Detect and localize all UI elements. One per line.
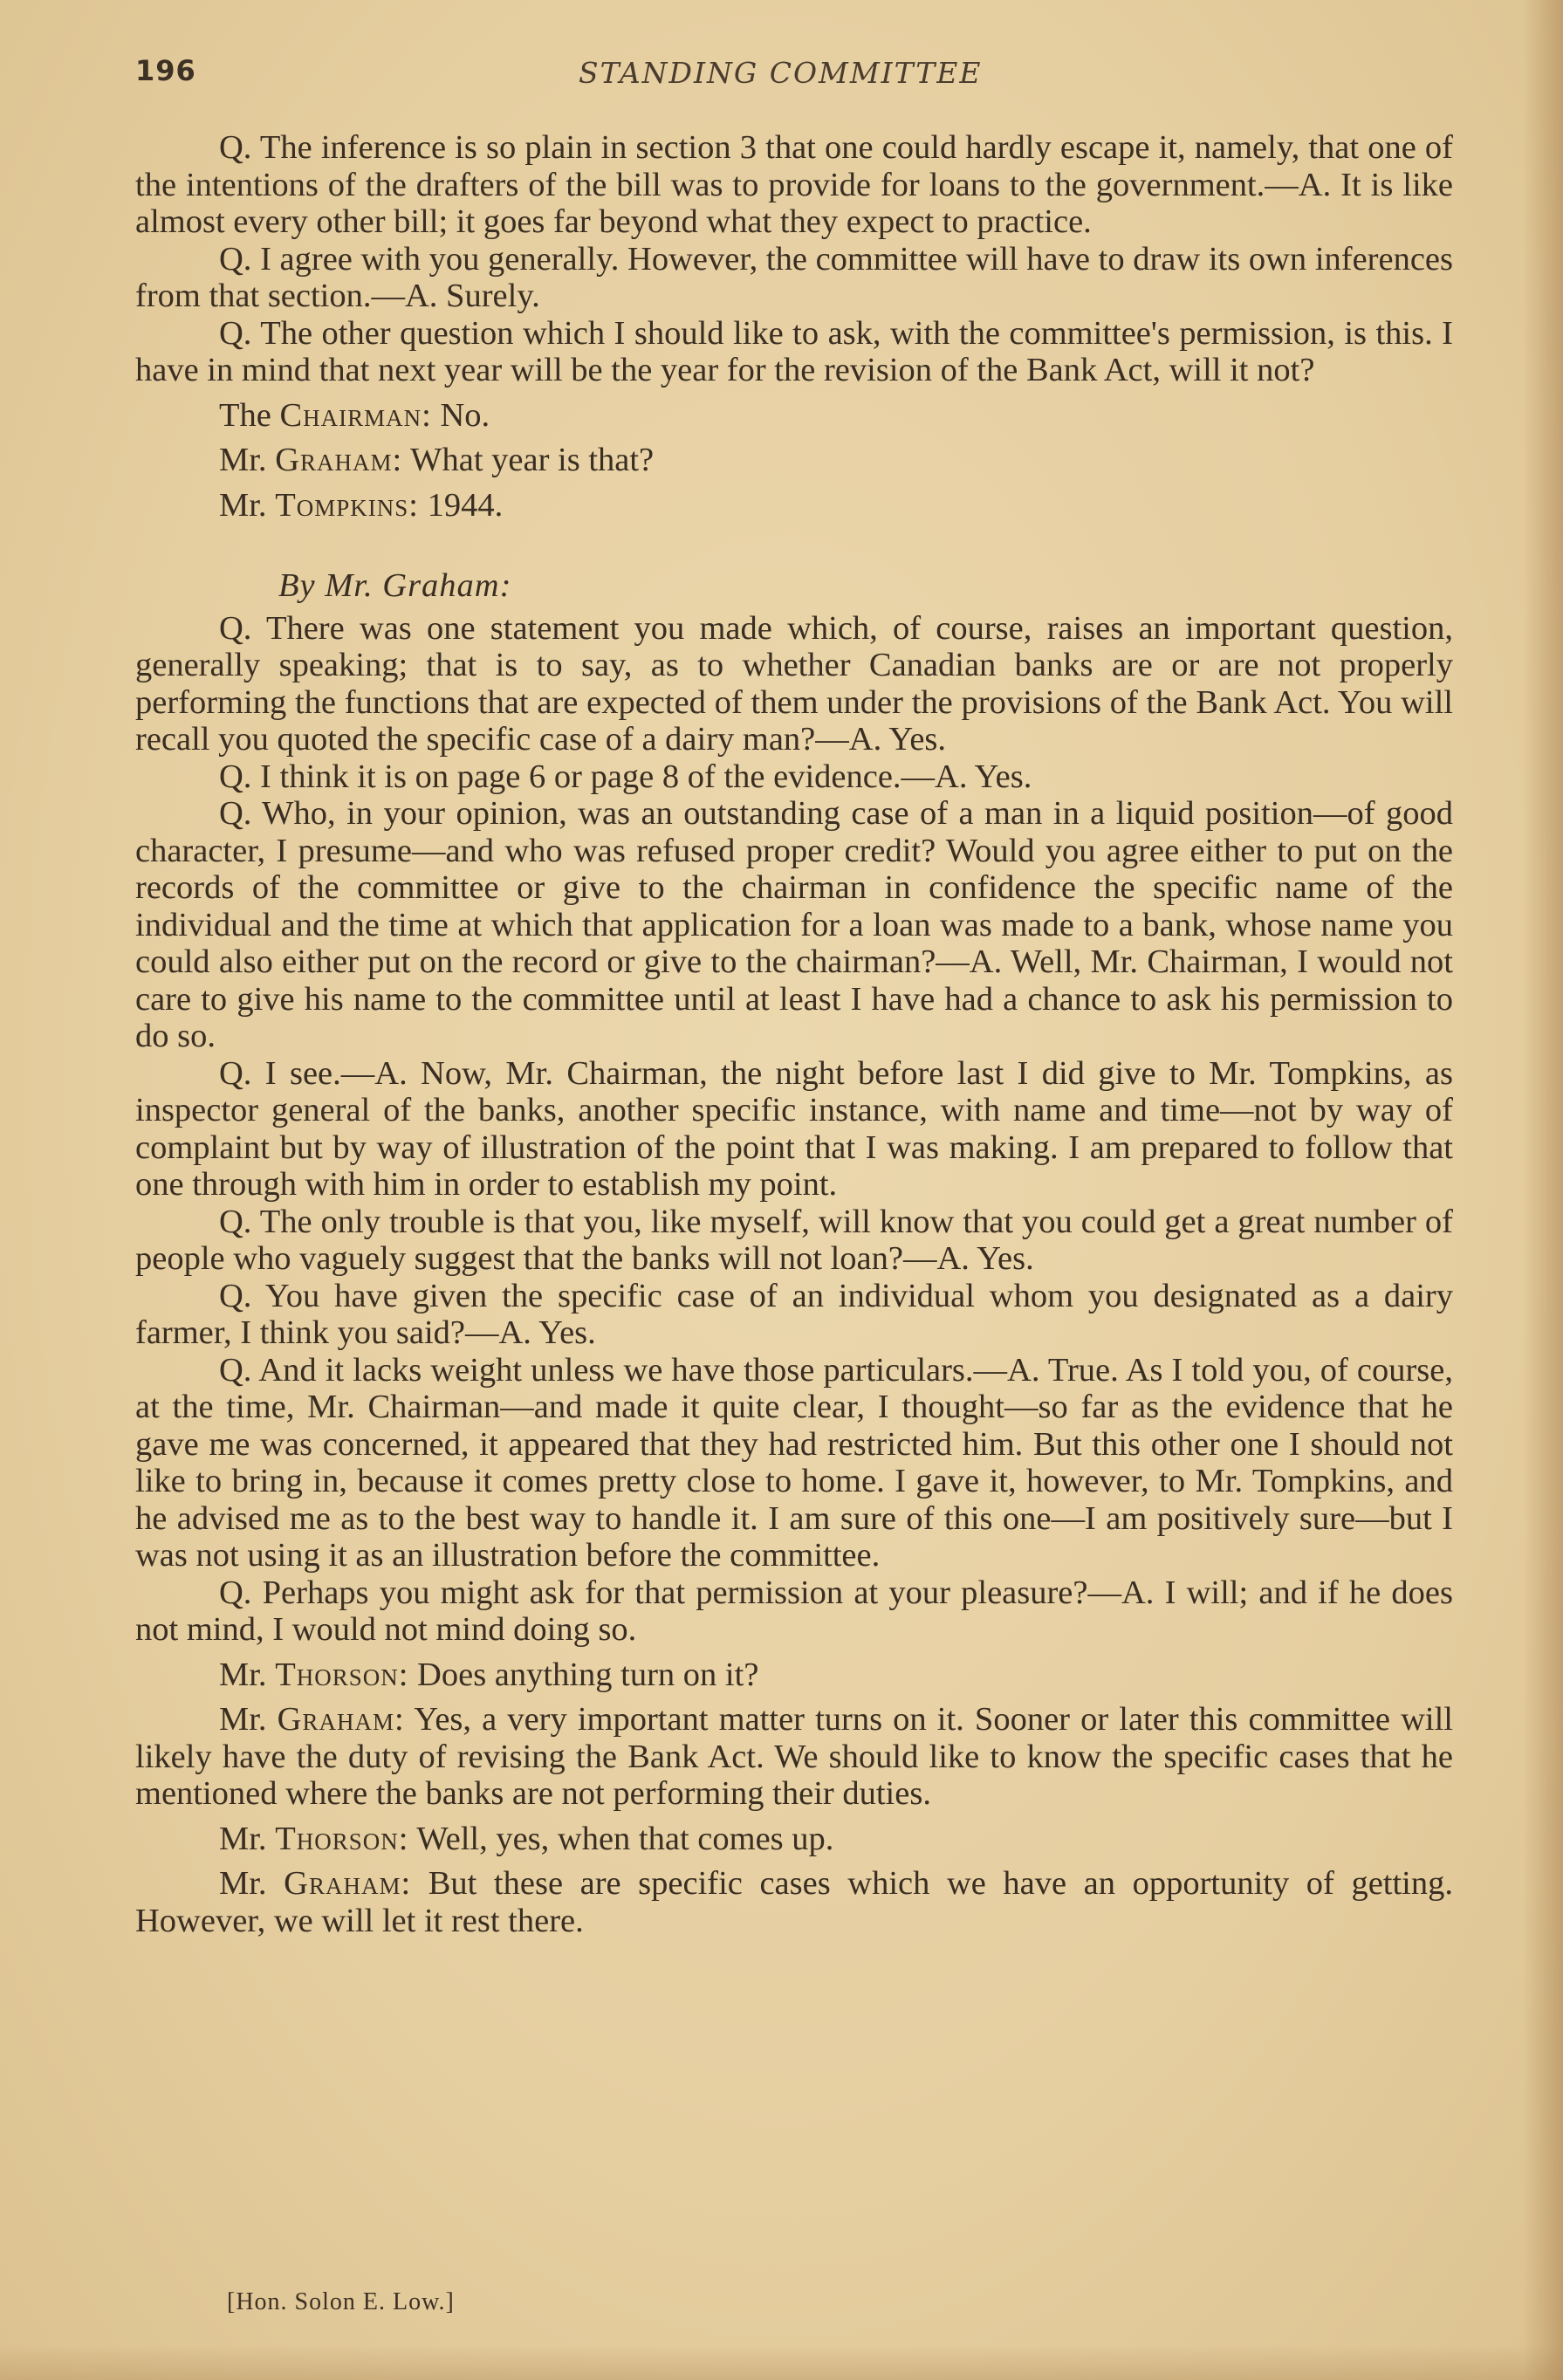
speaker-line bbox=[135, 1656, 1453, 1694]
speaker-name: Graham: bbox=[284, 1865, 412, 1902]
speaker-title: Mr. bbox=[219, 486, 267, 524]
speaker-statement: Well, yes, when that comes up. bbox=[416, 1820, 834, 1857]
footer-speaker-note: [Hon. Solon E. Low.] bbox=[227, 2288, 455, 2315]
speaker-statement: Yes, a very important matter turns on it. Sooner or later this committee will likely have the duty of revising the Bank Act. We should like to know the specific cases that he mentioned where the banks are not performing their duties. bbox=[135, 1701, 1453, 1812]
speaker-title: Mr. bbox=[219, 1656, 267, 1693]
qa-paragraph: Q. I agree with you generally. However, the committee will have to draw its own inferences from that section.—A. Surely. bbox=[135, 240, 1453, 314]
speaker-name: Thorson: bbox=[275, 1656, 409, 1693]
speaker-line bbox=[135, 1865, 1453, 1939]
speaker-title: Mr. bbox=[219, 1701, 267, 1738]
speaker-statement: What year is that? bbox=[410, 442, 655, 478]
speaker-statement: Does anything turn on it? bbox=[417, 1656, 759, 1693]
speaker-line bbox=[135, 1701, 1453, 1813]
transcript-body bbox=[135, 129, 1453, 1939]
speaker-line bbox=[135, 1821, 1453, 1858]
speaker-line bbox=[135, 442, 1453, 479]
page-header bbox=[135, 54, 1453, 98]
qa-paragraph: Q. Perhaps you might ask for that permission at your pleasure?—A. I will; and if he does not mind, I would not mind doing so. bbox=[135, 1574, 1453, 1648]
page-edge-shadow-right bbox=[1523, 0, 1563, 2380]
speaker-name: Tompkins: bbox=[275, 486, 419, 524]
speaker-name: Thorson: bbox=[275, 1820, 409, 1857]
speaker-name: Graham: bbox=[277, 1701, 405, 1738]
qa-paragraph: Q. The other question which I should like to ask, with the committee's permission, is this. I have in mind that next year will be the year for the revision of the Bank Act, will it not? bbox=[135, 314, 1453, 388]
qa-paragraph: Q. And it lacks weight unless we have those particulars.—A. True. As I told you, of course, at the time, Mr. Chairman—and made it quite clear, I thought—so far as the evidence that he gave me was concerned, it appeared that they had restricted him. But this other one I should not like to bring in, because it comes pretty close to home. I gave it, however, to Mr. Tompkins, and he advised me as to the best way to handle it. I am sure of this one—I am positively sure—but I was not using it as an illustration before the committee. bbox=[135, 1351, 1453, 1574]
qa-paragraph: Q. The only trouble is that you, like myself, will know that you could get a great number of people who vaguely suggest that the banks will not loan?—A. Yes. bbox=[135, 1203, 1453, 1277]
examiner-heading: By Mr. Graham: bbox=[278, 567, 512, 604]
running-title: STANDING COMMITTEE bbox=[579, 56, 983, 90]
speaker-statement: But these are specific cases which we have an opportunity of getting. However, we will let it rest there. bbox=[135, 1865, 1454, 1939]
speaker-statement: 1944. bbox=[427, 486, 504, 524]
page-number: 196 bbox=[135, 54, 196, 87]
qa-paragraph: Q. I think it is on page 6 or page 8 of the evidence.—A. Yes. bbox=[219, 758, 1032, 795]
speaker-title: Mr. bbox=[219, 1820, 267, 1857]
qa-paragraph: Q. I see.—A. Now, Mr. Chairman, the night before last I did give to Mr. Tompkins, as inspector general of the banks, another specific instance, with name and time—not by way of complaint but by way of illustration of the point that I was making. I am prepared to follow that one through with him in order to establish my point. bbox=[135, 1054, 1453, 1203]
qa-paragraph: Q. You have given the specific case of an individual whom you designated as a dairy farmer, I think you said?—A. Yes. bbox=[135, 1277, 1453, 1351]
page-edge-shadow-bottom bbox=[0, 2345, 1563, 2380]
speaker-statement: No. bbox=[440, 396, 490, 434]
speaker-line bbox=[135, 397, 1453, 435]
qa-paragraph: Q. There was one statement you made which, of course, raises an important question, generally speaking; that is to say, as to whether Canadian banks are or are not properly performing the functions that are expected of them under the provisions of the Bank Act. You will recall you quoted the specific case of a dairy man?—A. Yes. bbox=[135, 609, 1453, 758]
qa-paragraph: Q. The inference is so plain in section 3 that one could hardly escape it, namely, that one of the intentions of the drafters of the bill was to provide for loans to the government.—A. It is like almost every other bill; it goes far beyond what they expect to practice. bbox=[135, 129, 1453, 240]
speaker-title: The bbox=[219, 396, 271, 434]
speaker-line bbox=[135, 487, 1453, 525]
speaker-name: Graham: bbox=[275, 442, 403, 478]
speaker-title: Mr. bbox=[219, 1865, 267, 1902]
qa-paragraph: Q. Who, in your opinion, was an outstanding case of a man in a liquid position—of good character, I presume—and who was refused proper credit? Would you agree either to put on the records of the committee or give to the chairman in confidence the specific name of the individual and the time at which that application for a loan was made to a bank, whose name you could also either put on the record or give to the chairman?—A. Well, Mr. Chairman, I would not care to give his name to the committee until at least I have had a chance to ask his permission to do so. bbox=[135, 795, 1453, 1054]
speaker-title: Mr. bbox=[219, 442, 267, 478]
speaker-name: Chairman: bbox=[279, 396, 432, 434]
